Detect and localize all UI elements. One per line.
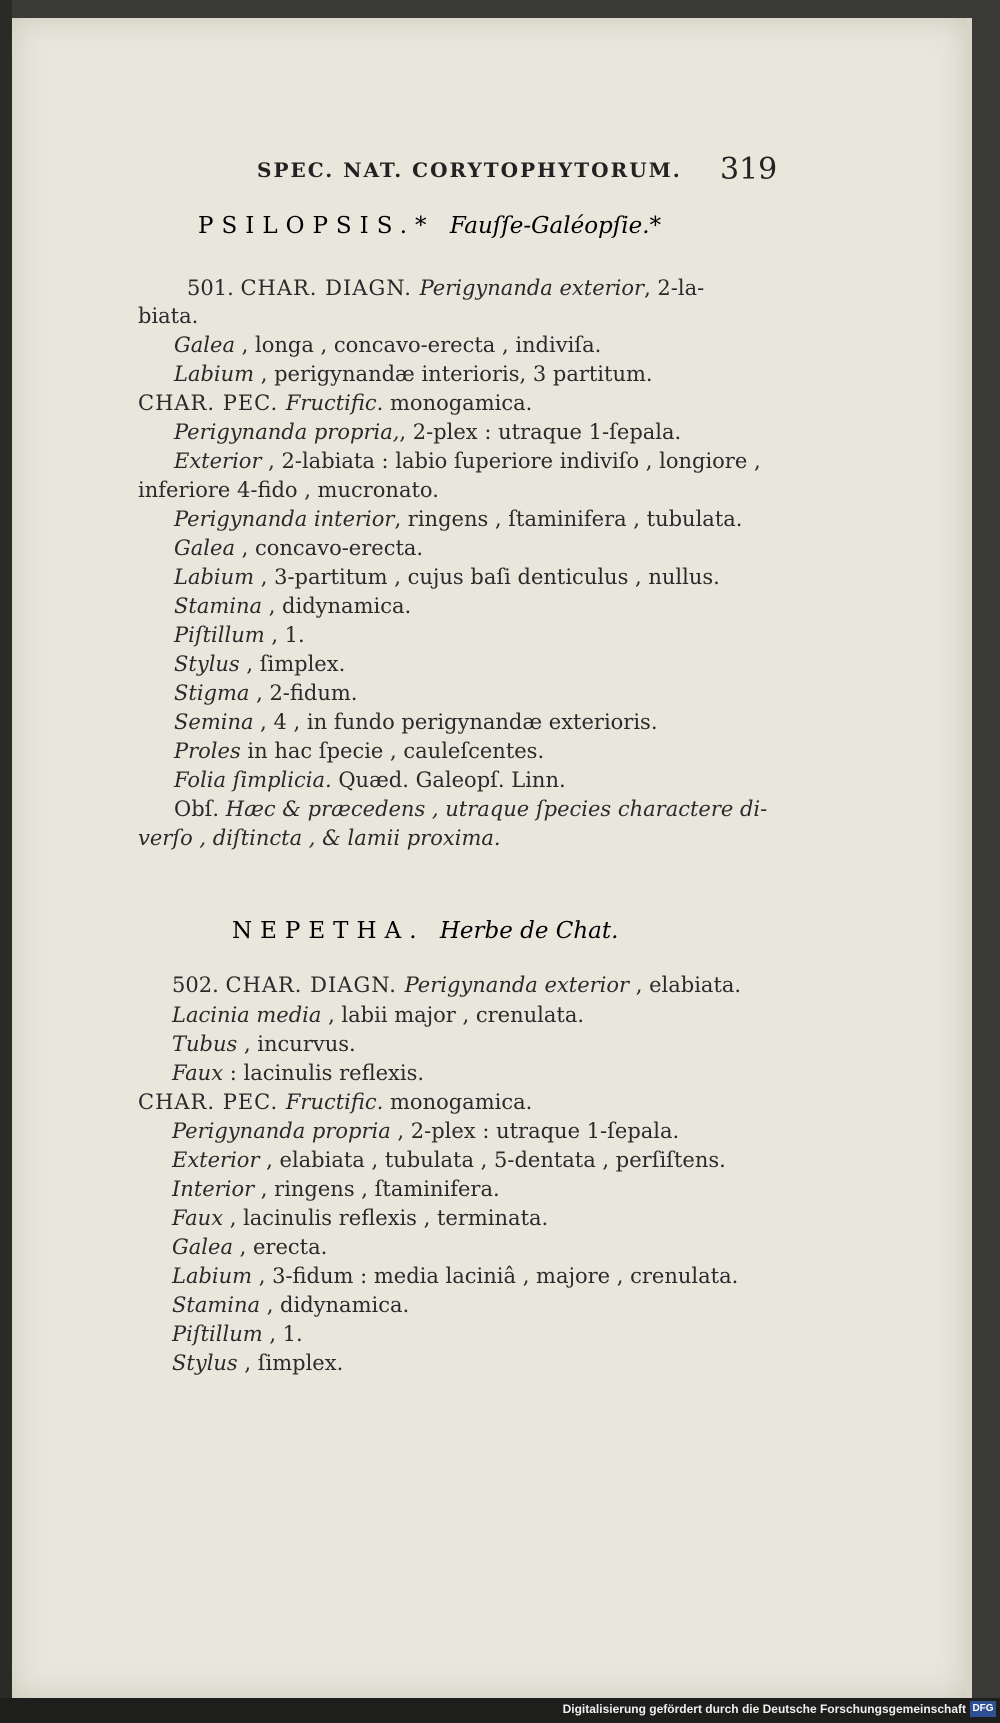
text-line [138,826,501,850]
text-run: , 2-la- [644,276,705,300]
text-run: Obſ. [174,797,226,821]
text-run: , labii major , crenulata. [321,1003,585,1027]
text-line [172,1177,500,1201]
digitization-footer [0,1698,1000,1723]
text-line [174,739,544,763]
book-spine-edge [0,0,12,1723]
italic-term: Perigynanda propria [172,1119,391,1143]
italic-term: Lacinia media [172,1003,322,1027]
text-run: 502. [172,973,226,997]
text-run: , 4 , in fundo perigynandæ exterioris. [253,710,658,734]
italic-term: Stamina [172,1293,261,1317]
italic-term: Galea [174,333,235,357]
text-line [174,449,761,473]
section-title-psilopsis [198,213,661,239]
italic-term: Exterior [174,449,262,473]
italic-term: Exterior [172,1148,260,1172]
text-line [172,1148,726,1172]
text-line [174,565,720,589]
page-header [12,152,966,194]
small-caps-label: CHAR. PEC. [138,1090,286,1114]
text-run: , ringens , ſtaminifera , tubulata. [394,507,743,531]
italic-term: Faux [172,1061,224,1085]
italic-term: Stamina [174,594,263,618]
italic-term: Fructific. [285,1090,384,1114]
text-line [174,710,658,734]
text-run: , ſimplex. [239,652,346,676]
text-run: , didynamica. [262,594,412,618]
text-line [174,333,601,357]
italic-term: Perigynanda propria, [174,420,400,444]
italic-term: Hæc & præcedens , utraque ſpecies charactere di- [225,797,768,821]
text-run: , ringens , ſtaminifera. [254,1177,500,1201]
text-run: , 2-plex : utraque 1-ſepala. [399,420,682,444]
text-line [172,1119,679,1143]
italic-term: Tubus [172,1032,238,1056]
text-run: , erecta. [232,1235,328,1259]
text-run: , lacinulis reflexis , terminata. [223,1206,549,1230]
text-line [138,304,198,328]
book-page [12,18,972,1698]
text-line [174,768,566,792]
italic-term: Semina [174,710,254,734]
small-caps-label: CHAR. PEC. [138,391,286,415]
italic-term: Labium [172,1264,253,1288]
running-head: SPEC. NAT. CORYTOPHYTORUM. [257,158,682,182]
text-line [172,1264,738,1288]
text-run: , elabiata , tubulata , 5-dentata , perſiſtens. [259,1148,726,1172]
text-line [172,1322,303,1346]
vernacular-name: Fauſſe-Galéopſie.* [449,213,662,239]
text-run: , 2-labiata : labio ſuperiore indiviſo , longiore , [261,449,761,473]
italic-term: Stylus [172,1351,238,1375]
text-run: , 2-plex : utraque 1-ſepala. [390,1119,680,1143]
text-line [174,594,411,618]
text-run: , concavo-erecta. [234,536,424,560]
text-run: , 1. [264,623,305,647]
italic-term: Perigynanda exterior [419,276,645,300]
genus-name: NEPETHA. [232,918,425,944]
text-line [138,391,532,415]
text-run: , ſimplex. [237,1351,344,1375]
text-run: , elabiata. [629,973,742,997]
small-caps-label: CHAR. DIAGN. [240,276,420,300]
italic-term: Perigynanda interior [174,507,395,531]
italic-term: Interior [172,1177,255,1201]
italic-term: Piſtillum [172,1322,263,1346]
text-run: monogamica. [383,391,533,415]
italic-term: Labium [174,362,255,386]
text-line [174,623,305,647]
italic-term: verſo , diſtincta , & lamii proxima. [138,826,501,850]
text-run: inferiore 4-fido , mucronato. [138,478,439,502]
text-line [174,362,653,386]
text-run: , didynamica. [260,1293,410,1317]
text-run: : lacinulis reflexis. [223,1061,425,1085]
italic-term: Stylus [174,652,240,676]
funding-credit: Digitalisierung gefördert durch die Deutsche Forschungsgemeinschaft [562,1702,966,1716]
text-run: , longa , concavo-erecta , indiviſa. [234,333,602,357]
text-line [138,1090,532,1114]
section-title-nepetha [232,918,618,944]
dfg-logo: DFG [970,1701,996,1717]
text-line [187,276,704,300]
italic-term: Faux [172,1206,224,1230]
text-line [174,507,742,531]
text-line [172,1206,548,1230]
text-line [174,797,767,821]
italic-term: Galea [172,1235,233,1259]
italic-term: Perigynanda exterior [404,973,630,997]
text-run: , 3-fidum : media laciniâ , majore , crenulata. [252,1264,739,1288]
text-run: , 1. [262,1322,303,1346]
vernacular-name: Herbe de Chat. [439,918,619,944]
text-line [174,652,345,676]
text-line [174,420,681,444]
page-number: 319 [720,152,778,187]
text-run: in hac ſpecie , cauleſcentes. [240,739,545,763]
text-line [172,1351,343,1375]
text-line [138,478,439,502]
text-line [172,973,741,997]
text-line [174,536,423,560]
genus-name: PSILOPSIS.* [198,213,435,239]
italic-term: Piſtillum [174,623,265,647]
italic-term: Proles [174,739,241,763]
small-caps-label: CHAR. DIAGN. [225,973,405,997]
text-run: , incurvus. [237,1032,356,1056]
text-run: Quæd. Galeopſ. Linn. [331,768,566,792]
italic-term: Folia ſimplicia. [174,768,332,792]
text-line [172,1032,356,1056]
italic-term: Fructific. [285,391,384,415]
text-run: , 3-partitum , cujus baſi denticulus , nullus. [254,565,720,589]
text-line [172,1061,424,1085]
text-run: monogamica. [383,1090,533,1114]
text-run: biata. [138,304,199,328]
italic-term: Galea [174,536,235,560]
italic-term: Stigma [174,681,250,705]
text-line [172,1003,584,1027]
text-run: , 2-fidum. [249,681,358,705]
text-run: , perigynandæ interioris, 3 partitum. [254,362,653,386]
text-line [174,681,357,705]
text-line [172,1235,327,1259]
text-run: 501. [187,276,241,300]
italic-term: Labium [174,565,255,589]
text-line [172,1293,409,1317]
